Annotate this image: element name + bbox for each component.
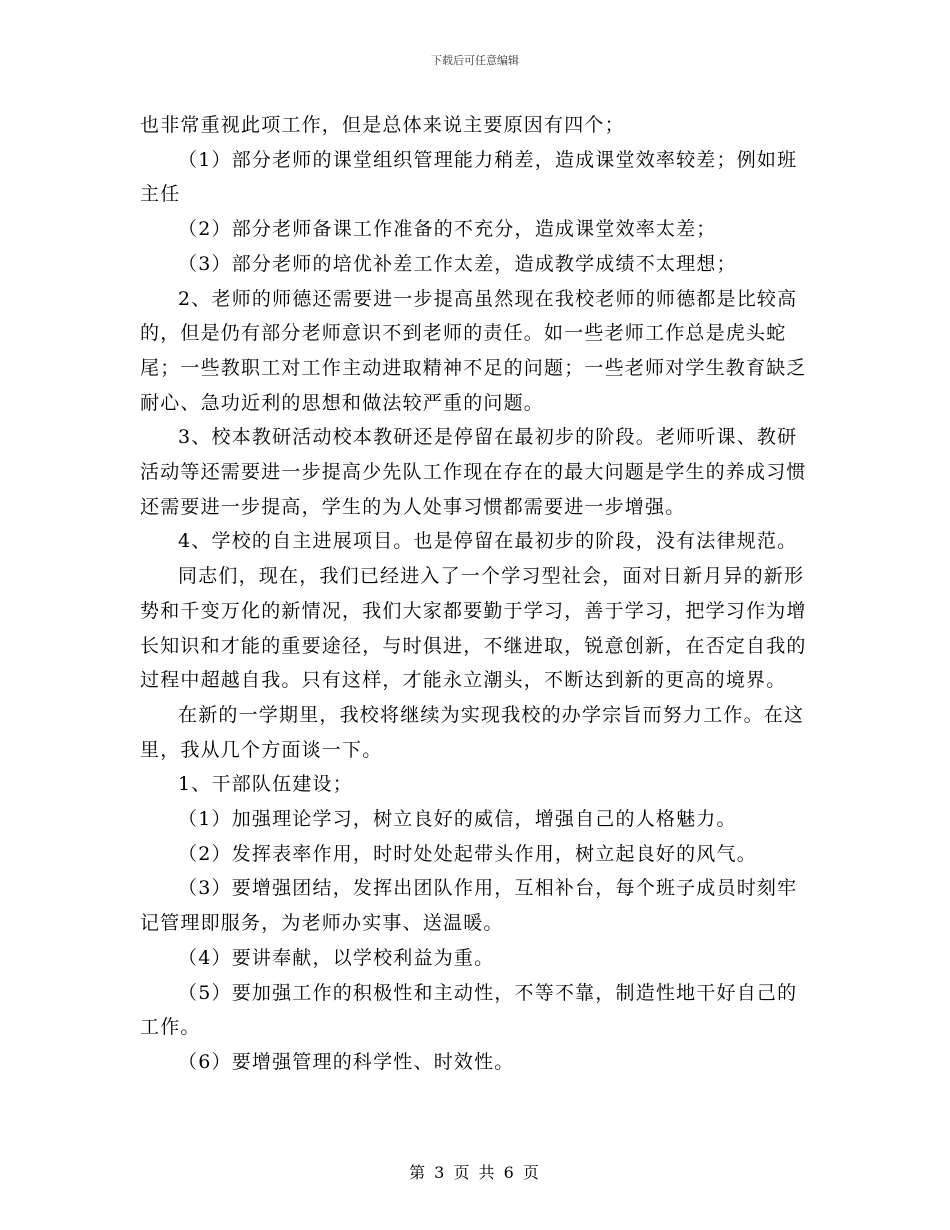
page-header: 下载后可任意编辑: [431, 54, 519, 67]
paragraph: 4、学校的自主进展项目。也是停留在最初步的阶段，没有法律规范。: [178, 530, 798, 553]
paragraph: 2、老师的师德还需要进一步提高虽然现在我校老师的师德都是比较高的，但是仍有部分老师意识不到老师的责任。如一些老师工作总是虎头蛇尾；一些教职工对工作主动进取精神不足的问题；一些老师对学生教育缺乏耐心、急功近利的思想和做法较严重的问题。: [140, 287, 807, 414]
paragraph: 在新的一学期里，我校将继续为实现我校的办学宗旨而努力工作。在这里，我从几个方面谈一下。: [140, 703, 805, 761]
paragraph: （2）部分老师备课工作准备的不充分，造成课堂效率太差；: [178, 218, 717, 241]
paragraph: （5）要加强工作的积极性和主动性，不等不靠，制造性地干好自己的工作。: [140, 981, 798, 1039]
paragraph: （3）部分老师的培优补差工作太差，造成教学成绩不太理想；: [178, 252, 737, 275]
paragraph: （2）发挥表率作用，时时处处起带头作用，树立起良好的风气。: [178, 842, 757, 865]
document-body: [140, 108, 808, 1080]
paragraph: （4）要讲奉献，以学校利益为重。: [178, 946, 495, 969]
paragraph: 也非常重视此项工作，但是总体来说主要原因有四个；: [140, 114, 625, 136]
paragraph: 1、干部队伍建设；: [178, 773, 353, 796]
paragraph: （1）加强理论学习，树立良好的威信，增强自己的人格魅力。: [178, 808, 737, 831]
paragraph: 同志们，现在，我们已经进入了一个学习型社会，面对日新月异的新形势和千变万化的新情况，我们大家都要勤于学习，善于学习，把学习作为增长知识和才能的重要途径，与时俱进，不继进取，锐意创新，在否定自我的过程中超越自我。只有这样，才能永立潮头，不断达到新的更高的境界。: [140, 565, 807, 692]
paragraph: 3、校本教研活动校本教研还是停留在最初步的阶段。老师听课、教研活动等还需要进一步提高少先队工作现在存在的最大问题是学生的养成习惯还需要进一步提高，学生的为人处事习惯都需要进一步增强。: [140, 426, 807, 518]
paragraph: （1）部分老师的课堂组织管理能力稍差，造成课堂效率较差；例如班主任: [140, 148, 798, 206]
page-number: 第 3 页 共 6 页: [409, 1163, 541, 1182]
paragraph: （3）要增强团结，发挥出团队作用，互相补台，每个班子成员时刻牢记管理即服务，为老师办实事、送温暖。: [140, 877, 798, 935]
paragraph: （6）要增强管理的科学性、时效性。: [178, 1050, 515, 1073]
